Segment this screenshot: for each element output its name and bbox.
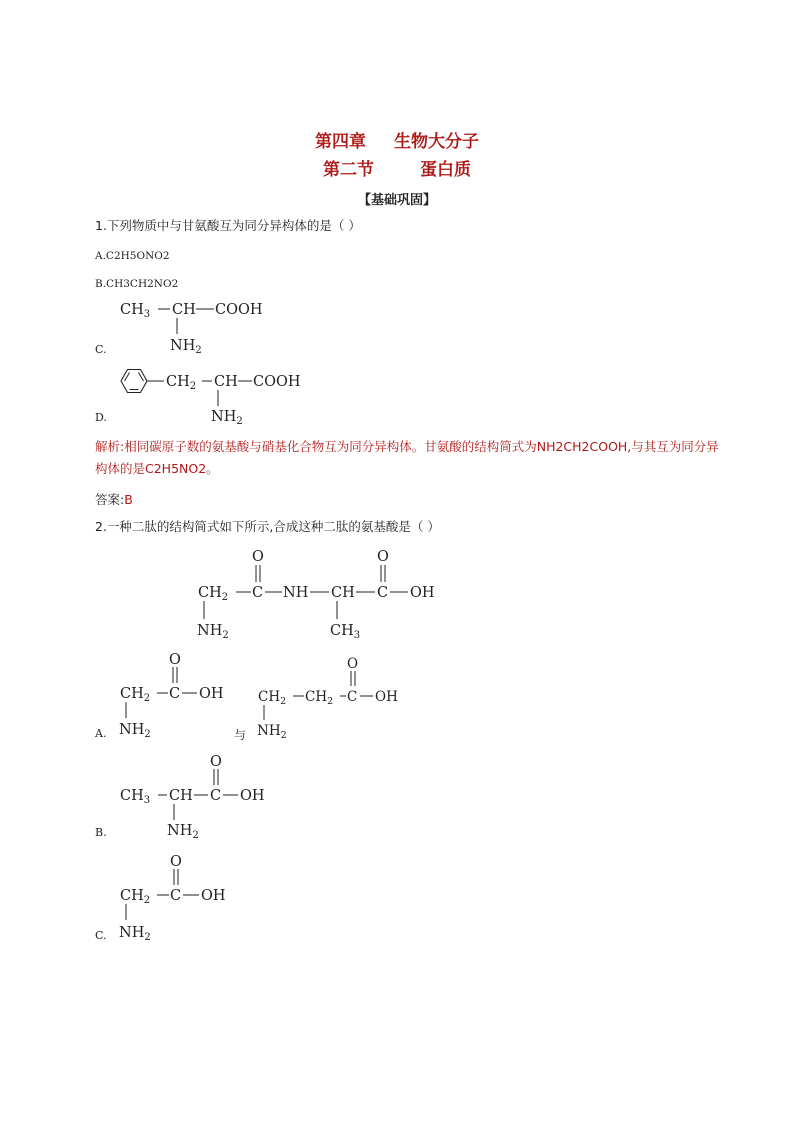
q1-option-a: A.C2H5ONO2	[95, 250, 170, 262]
q2-option-a-glycine	[119, 652, 224, 740]
svg-text:NH2: $NH_2$	[167, 823, 199, 841]
svg-text:OH: OH	[410, 585, 435, 601]
svg-text:COOH: COOH	[215, 302, 263, 318]
svg-text:CH3: $CH_3$	[330, 623, 361, 641]
q1-answer-value: B	[124, 492, 133, 507]
svg-text:C: C	[252, 585, 264, 601]
svg-text:CH3: $CH_3$	[120, 302, 151, 320]
svg-text:O: O	[210, 754, 222, 770]
section-header: 【基础巩固】	[357, 193, 436, 208]
svg-text:NH2: $NH_2$	[197, 623, 229, 641]
svg-text:NH2: $NH_2$	[257, 723, 287, 741]
svg-text:C: C	[169, 686, 181, 702]
svg-text:CH2: $CH_2$	[198, 585, 229, 603]
q1-stem: 1.下列物质中与甘氨酸互为同分异构体的是（ ）	[95, 218, 361, 233]
q2-option-b-structure	[120, 754, 265, 841]
svg-text:CH: CH	[214, 374, 238, 390]
section-name: 蛋白质	[420, 160, 471, 180]
q2-dipeptide-structure	[197, 549, 435, 641]
svg-text:OH: OH	[201, 888, 226, 904]
q1-option-c-structure	[120, 302, 263, 356]
q2-stem: 2.一种二肽的结构简式如下所示,合成这种二肽的氨基酸是（ ）	[95, 519, 440, 534]
svg-text:NH2: $NH_2$	[119, 722, 151, 740]
svg-text:C: C	[170, 888, 182, 904]
svg-text:O: O	[252, 549, 264, 565]
svg-text:O: O	[377, 549, 389, 565]
chapter-name: 生物大分子	[394, 132, 479, 152]
svg-text:OH: OH	[240, 788, 265, 804]
svg-text:NH2: $NH_2$	[119, 925, 151, 943]
svg-text:NH: NH	[283, 585, 309, 601]
svg-text:COOH: COOH	[253, 374, 301, 390]
svg-text:O: O	[169, 652, 181, 668]
svg-text:CH2: $CH_2$	[166, 374, 197, 392]
q1-answer-label: 答案:	[95, 492, 125, 507]
svg-text:CH3: $CH_3$	[120, 788, 151, 806]
q2-option-c-letter: C.	[95, 929, 107, 942]
benzene-ring	[121, 370, 147, 393]
svg-text:CH: CH	[331, 585, 355, 601]
q1-option-c-letter: C.	[95, 343, 107, 356]
svg-text:C: C	[377, 585, 389, 601]
svg-text:CH: CH	[169, 788, 193, 804]
svg-text:NH2: $NH_2$	[170, 338, 202, 356]
q1-option-d-structure	[121, 370, 301, 428]
svg-text:OH: OH	[375, 689, 398, 705]
section-label: 第二节	[323, 160, 374, 180]
svg-text:O: O	[170, 854, 182, 870]
q2-option-a-beta-alanine	[257, 656, 398, 741]
svg-text:C: C	[210, 788, 222, 804]
q2-option-a-connector: 与	[234, 728, 247, 742]
svg-text:CH: CH	[172, 302, 196, 318]
chapter-label: 第四章	[315, 132, 366, 152]
q2-option-c-structure	[119, 854, 226, 943]
svg-text:OH: OH	[199, 686, 224, 702]
svg-text:CH2: $CH_2$	[258, 689, 287, 707]
svg-text:NH2: $NH_2$	[211, 409, 243, 427]
svg-text:O: O	[347, 656, 359, 672]
q1-option-d-letter: D.	[95, 411, 107, 424]
q1-explanation: 解析:相同碳原子数的氨基酸与硝基化合物互为同分异构体。甘氨酸的结构简式为NH2CH2COOH,与其互为同分异构体的是C2H5NO2。	[95, 439, 719, 476]
svg-text:CH2: $CH_2$	[305, 689, 334, 707]
svg-text:C: C	[347, 689, 358, 705]
svg-text:CH2: $CH_2$	[120, 888, 151, 906]
q2-option-b-letter: B.	[95, 826, 107, 839]
q2-option-a-letter: A.	[95, 727, 107, 740]
svg-text:CH2: $CH_2$	[120, 686, 151, 704]
q1-option-b: B.CH3CH2NO2	[95, 278, 179, 290]
